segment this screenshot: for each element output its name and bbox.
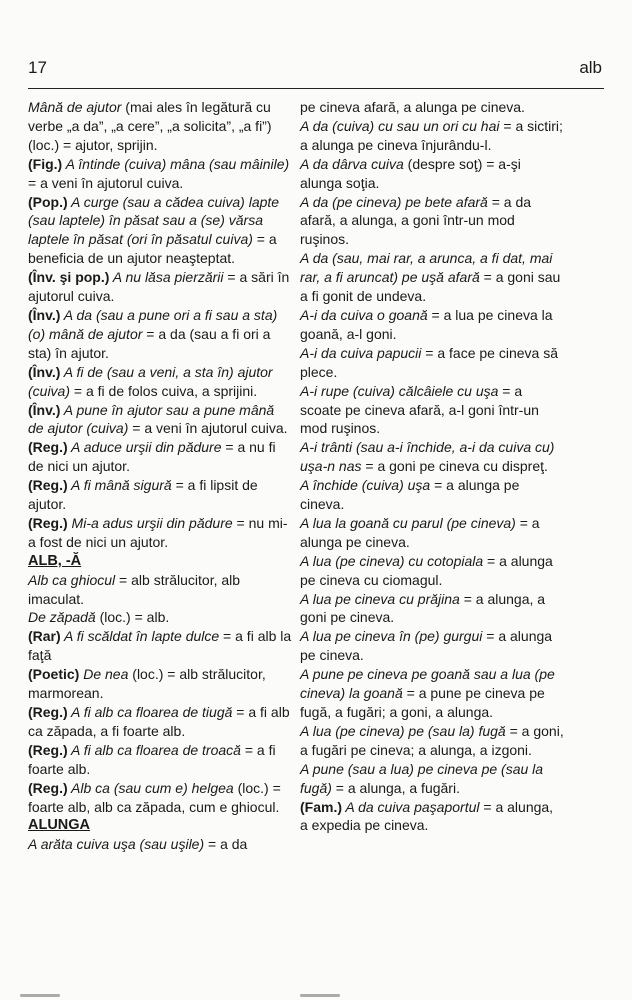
entry-expression: A pune (sau a lua) pe cineva pe (sau la fugă)	[300, 760, 544, 796]
dictionary-entry	[300, 722, 564, 760]
dictionary-entry	[300, 117, 564, 155]
entry-expression: A da (sau, mai rar, a arunca, a fi dat, mai rar, a fi aruncat) pe uşă afară	[300, 250, 553, 286]
entry-expression: A pune în ajutor sau a pune mână de ajutor (cuiva)	[28, 401, 275, 437]
entry-definition: = a goni, a fugări pe cineva; a alunga, a izgoni.	[300, 722, 564, 758]
entry-definition: = a alunga pe cineva.	[300, 628, 553, 664]
dictionary-entry	[300, 98, 564, 117]
dictionary-entry	[300, 155, 564, 193]
entry-expression: A da (cuiva) cu sau un ori cu hai	[300, 117, 500, 134]
dictionary-entry	[28, 627, 292, 665]
entry-expression: A aduce urşii din pădure	[67, 439, 222, 456]
dictionary-entry	[28, 476, 292, 514]
entry-definition: = a fi foarte alb.	[28, 741, 276, 777]
dictionary-entry	[28, 193, 292, 269]
entry-expression: A da dârva cuiva	[300, 155, 404, 172]
entry-definition: = a alunga, a fugări.	[331, 779, 460, 796]
entry-expression: Alb ca (sau cum e) helgea	[67, 779, 234, 796]
dictionary-entry	[300, 249, 564, 306]
entry-register: (Înv. şi pop.)	[28, 269, 110, 286]
dictionary-entry	[300, 798, 564, 836]
entry-expression: A fi mână sigură	[67, 477, 172, 494]
entry-expression: Mi-a adus urşii din pădure	[67, 514, 233, 531]
entry-definition: = a sictiri; a alunga pe cineva înjurându-l.	[300, 117, 563, 153]
entry-register: (Fig.)	[28, 155, 63, 172]
entry-expression: A da (sau a pune ori a fi sau a sta) (o) mână de ajutor	[28, 306, 278, 342]
entry-register: (Reg.)	[28, 741, 68, 758]
entry-definition: = a veni în ajutorul cuiva.	[128, 420, 288, 437]
entry-expression: A lua (pe cineva) pe (sau la) fugă	[300, 722, 506, 739]
entry-register: (Înv.)	[28, 306, 61, 323]
entry-register: (Pop.)	[28, 193, 68, 210]
entry-expression: A lua la goană cu parul (pe cineva)	[300, 514, 516, 531]
entry-expression: A nu lăsa pierzării	[109, 269, 224, 286]
entry-expression: A fi alb ca floarea de tiugă	[67, 704, 233, 720]
entry-expression: A lua pe cineva cu prăjina	[300, 590, 460, 607]
dictionary-entry	[300, 382, 564, 439]
entry-expression: Alb ca ghiocul	[28, 571, 116, 588]
entry-expression: A pune pe cineva pe goană sau a lua (pe cineva) la goană	[300, 666, 555, 702]
dictionary-entry	[28, 438, 292, 476]
entry-expression: De nea	[79, 666, 129, 683]
entry-definition: = a fi de folos cuiva, a sprijini.	[70, 382, 258, 399]
entry-register: (Înv.)	[28, 401, 61, 418]
entry-expression: A da (pe cineva) pe bete afară	[300, 193, 488, 210]
entry-definition: = a alunga pe cineva.	[300, 514, 540, 550]
entry-register: (Reg.)	[28, 704, 68, 720]
dictionary-entry	[28, 779, 292, 817]
page-edge-center	[300, 994, 340, 997]
right-column	[300, 98, 564, 835]
running-headword: alb	[579, 58, 602, 77]
page-edge-left	[20, 994, 60, 997]
entry-definition: (mai ales în legătură cu verbe „a da”, „a cere”, „a solicita”, „a fi”) (loc.) = ajutor, sprijin.	[28, 99, 272, 153]
entry-register: (Fam.)	[300, 798, 342, 815]
entry-register: (Înv.)	[28, 363, 61, 380]
entry-definition: = a nu fi de nici un ajutor.	[28, 439, 276, 475]
dictionary-entry	[28, 703, 292, 741]
left-column	[28, 98, 292, 854]
entry-register: (Reg.)	[28, 439, 68, 456]
entry-expression: A-i da cuiva o goană	[300, 306, 428, 323]
entry-register: (Reg.)	[28, 514, 68, 531]
entry-definition: (loc.) = alb strălucitor, marmorean.	[28, 666, 266, 702]
page-number: 17	[28, 58, 47, 77]
entry-definition: = a goni pe cineva cu dispreţ.	[361, 458, 548, 475]
dictionary-entry	[28, 363, 292, 401]
entry-definition: = a pune pe cineva pe fugă, a fugări; a goni, a alunga.	[300, 685, 545, 720]
entry-expression: A-i trânti (sau a-i închide, a-i da cuiva cu) uşa-n nas	[300, 439, 555, 475]
entry-definition: (despre soţ) = a-şi alunga soţia.	[300, 155, 521, 191]
entry-definition: = a goni sau a fi gonit de undeva.	[300, 269, 561, 305]
entry-definition: = a fi alb ca zăpada, a fi foarte alb.	[28, 704, 290, 739]
entry-expression: A da cuiva paşaportul	[342, 798, 480, 815]
header-rule	[28, 88, 604, 89]
entry-expression: A închide (cuiva) uşa	[300, 477, 431, 494]
entry-definition: = a sări în ajutorul cuiva.	[28, 269, 290, 305]
dictionary-entry	[300, 627, 564, 665]
dictionary-entry	[28, 571, 292, 609]
section-heading: ALUNGA	[28, 817, 91, 834]
entry-expression: A curge (sau a cădea cuiva) lapte (sau laptele) în păsat sau a (se) vărsa laptele în păsat (ori în păsatul cuiva)	[28, 193, 280, 248]
dictionary-entry	[300, 476, 564, 514]
dictionary-entry	[300, 344, 564, 382]
entry-definition: = a beneficia de un ajutor neaşteptat.	[28, 231, 277, 267]
entry-register: (Poetic)	[28, 666, 80, 683]
entry-definition: = a scoate pe cineva afară, a-l goni într-un mod ruşinos.	[300, 382, 539, 437]
entry-expression: A fi scăldat în lapte dulce	[60, 628, 220, 645]
dictionary-entry	[300, 438, 564, 476]
entry-definition: = a alunga, a goni pe cineva.	[300, 590, 546, 626]
dictionary-entry	[300, 665, 564, 722]
entry-expression: A-i rupe (cuiva) călcâiele cu uşa	[300, 382, 499, 399]
dictionary-entry	[300, 514, 564, 552]
entry-definition: = a fi lipsit de ajutor.	[28, 477, 258, 513]
entry-expression: A lua (pe cineva) cu cotopiala	[300, 552, 484, 569]
entry-definition: pe cineva afară, a alunga pe cineva.	[300, 99, 525, 115]
dictionary-entry	[300, 552, 564, 590]
entry-register: (Rar)	[28, 628, 61, 645]
dictionary-entry	[28, 608, 292, 627]
entry-definition: = a lua pe cineva la goană, a-l goni.	[300, 306, 553, 342]
dictionary-entry	[28, 268, 292, 306]
entry-definition: (loc.) = foarte alb, alb ca zăpada, cum e ghiocul.	[28, 779, 281, 815]
dictionary-entry	[300, 306, 564, 344]
dictionary-entry	[300, 590, 564, 628]
entry-expression: De zăpadă	[28, 609, 96, 626]
entry-definition: = a da afară, a alunga, a goni într-un mod ruşinos.	[300, 193, 532, 248]
entry-definition: = a fi alb la faţă	[28, 628, 292, 664]
entry-expression: A întinde (cuiva) mâna (sau mâinile)	[62, 155, 290, 172]
dictionary-entry	[28, 401, 292, 439]
entry-expression: A arăta cuiva uşa (sau uşile)	[28, 836, 205, 853]
dictionary-entry	[28, 665, 292, 703]
dictionary-entry	[28, 306, 292, 363]
entry-register: (Reg.)	[28, 779, 68, 796]
dictionary-entry	[300, 193, 564, 250]
entry-definition: = a da	[204, 836, 248, 853]
entry-definition: = a da (sau a fi ori a sta) în ajutor.	[28, 325, 271, 361]
entry-definition: = a alunga, a expedia pe cineva.	[300, 798, 554, 834]
entry-expression: A lua pe cineva în (pe) gurgui	[300, 628, 483, 645]
entry-definition: = alb strălucitor, alb imaculat.	[28, 571, 241, 607]
entry-register: (Reg.)	[28, 477, 68, 494]
entry-definition: = a alunga pe cineva.	[300, 477, 520, 513]
entry-definition: = a face pe cineva să plece.	[300, 344, 558, 380]
section-heading: ALB, -Ă	[28, 552, 82, 569]
entry-expression: Mână de ajutor	[28, 99, 122, 115]
entry-expression: A fi de (sau a veni, a sta în) ajutor (cuiva)	[28, 363, 273, 399]
dictionary-entry	[28, 98, 292, 155]
entry-definition: (loc.) = alb.	[95, 609, 170, 626]
entry-definition: = a alunga pe cineva cu ciomagul.	[300, 552, 553, 588]
entry-expression: A-i da cuiva papucii	[300, 344, 422, 361]
entry-definition: = nu mi-a fost de nici un ajutor.	[28, 514, 288, 550]
entry-expression: A fi alb ca floarea de troacă	[67, 741, 241, 758]
dictionary-entry	[300, 760, 564, 798]
dictionary-entry	[28, 514, 292, 552]
dictionary-entry	[28, 155, 292, 193]
entry-definition: = a veni în ajutorul cuiva.	[28, 174, 184, 191]
dictionary-entry	[28, 835, 292, 854]
dictionary-entry	[28, 741, 292, 779]
